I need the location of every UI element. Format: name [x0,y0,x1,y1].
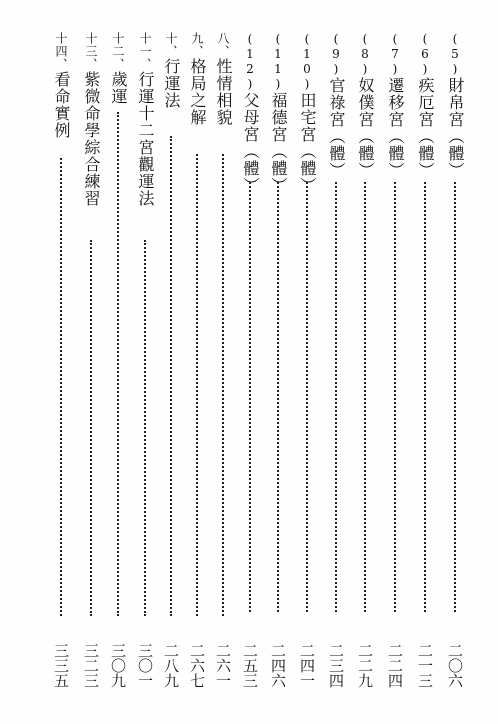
toc-entry-marker: 十、 [164,32,178,58]
toc-entry-title [444,32,466,179]
toc-entry-marker: 十四、 [54,32,68,71]
toc-page-number: 三二三 [82,643,100,688]
toc-entry-title [325,32,347,179]
leader-dots [90,240,92,616]
toc-entry-label: 財帛宮 [446,77,465,128]
toc-entry-note: （體） [416,128,435,179]
toc-entry[interactable] [296,32,318,688]
toc-entry-label: 疾厄宮 [416,77,435,128]
toc-entry-marker: (8) [358,32,372,77]
toc-page-number: 二六七 [188,643,206,688]
toc-entry-title [384,32,406,179]
leader-dots [249,182,251,612]
leader-dots [454,182,456,612]
leader-dots [277,182,279,612]
toc-entry-marker: (10) [300,32,314,92]
toc-entry-label: 奴僕宮 [356,77,375,128]
toc-entry-marker: (9) [329,32,343,77]
toc-entry-label: 遷移宮 [386,77,405,128]
toc-entry-label: 福德宮 [269,92,288,143]
toc-entry-title [80,32,102,207]
toc-entry[interactable] [107,32,129,688]
leader-dots [144,240,146,616]
toc-entry-label: 官祿宮 [327,77,346,128]
toc-entry-title [354,32,376,179]
toc-entry[interactable] [50,32,72,688]
toc-entry-title [212,32,234,126]
toc-entry-note: （體） [298,143,317,194]
toc-entry-title [107,32,129,105]
toc-entry[interactable] [212,32,234,688]
toc-page-number: 三〇九 [109,643,127,688]
toc-entry-title [186,32,208,126]
toc-entry-note: （體） [446,128,465,179]
toc-entry-label: 田宅宮 [298,92,317,143]
toc-entry-title [414,32,436,179]
toc-entry[interactable] [384,32,406,688]
toc-entry-note: （體） [241,143,260,194]
toc-entry-note: （體） [269,143,288,194]
toc-entry-marker: 十一、 [138,32,152,71]
leader-dots [306,182,308,612]
toc-entry-note: （體） [327,128,346,179]
toc-page-number: 二八九 [162,643,180,688]
toc-entry[interactable] [160,32,182,688]
toc-entry-marker: (6) [418,32,432,77]
toc-entry-marker: (5) [448,32,462,77]
toc-entry-label: 行運法 [162,58,181,109]
toc-entry[interactable] [444,32,466,688]
leader-dots [424,182,426,612]
toc-entry-marker: 十三、 [84,32,98,71]
toc-page-number: 二三四 [327,643,345,688]
toc-entry-title [296,32,318,194]
leader-dots [170,136,172,616]
toc-entry[interactable] [134,32,156,688]
toc-entry-label: 紫微命學綜合練習 [82,71,101,207]
leader-dots [335,182,337,612]
toc-entry-marker: 九、 [190,32,204,58]
toc-entry[interactable] [267,32,289,688]
toc-entry[interactable] [325,32,347,688]
leader-dots [60,158,62,616]
leader-dots [364,182,366,612]
toc-entry[interactable] [239,32,261,688]
leader-dots [196,154,198,616]
toc-entry-label: 歲運 [109,71,128,105]
toc-page-number: 三三五 [52,643,70,688]
toc-page-number: 二五三 [241,643,259,688]
toc-entry[interactable] [80,32,102,688]
toc-entry-label: 格局之解 [188,58,207,126]
toc-entry-marker: (12) [243,32,257,92]
toc-entry-label: 行運十二宮觀運法 [136,71,155,207]
toc-page-number: 二四一 [298,643,316,688]
toc-entry-title [239,32,261,194]
toc-entry-label: 父母宮 [241,92,260,143]
toc-page-number: 二四六 [269,643,287,688]
leader-dots [394,182,396,612]
toc-entry-marker: (11) [271,32,285,92]
toc-entry-label: 看命實例 [52,71,71,139]
toc-page-number: 二二九 [356,643,374,688]
toc-entry-marker: 十二、 [111,32,125,71]
toc-entry-title [267,32,289,194]
toc-entry-title [134,32,156,207]
toc-entry-note: （體） [356,128,375,179]
toc-page-number: 三〇一 [136,643,154,688]
leader-dots [117,112,119,616]
toc-entry-marker: (7) [388,32,402,77]
toc-entry-note: （體） [386,128,405,179]
toc-entry[interactable] [186,32,208,688]
toc-page-number: 二〇六 [446,643,464,688]
toc-entry[interactable] [354,32,376,688]
toc-entry-marker: 八、 [216,32,230,58]
toc-page-number: 二二四 [386,643,404,688]
toc-entry-title [160,32,182,109]
toc-page-number: 二一三 [416,643,434,688]
toc-entry[interactable] [414,32,436,688]
toc-page-number: 二六一 [214,643,232,688]
toc-entry-label: 性情相貌 [214,58,233,126]
toc-entry-title [50,32,72,139]
leader-dots [222,154,224,616]
